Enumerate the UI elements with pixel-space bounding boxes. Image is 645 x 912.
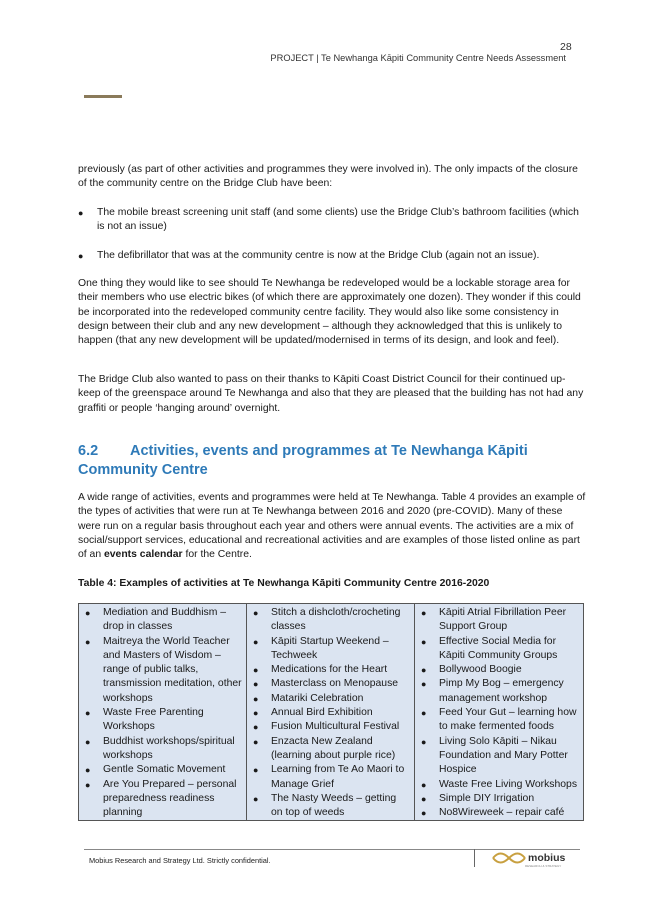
running-header: PROJECT | Te Newhanga Kāpiti Community Centre Needs Assessment bbox=[270, 53, 566, 63]
storage-text: One thing they would like to see should Te Newhanga be redeveloped would be a lockable storage area for their members who use electric bikes (of which there are approximately one dozen). They wonder if this could be incorporated into the redeveloped community centre facility. They would also like some consistency in design between their club and any new development – although they acknowledged that this is unlikely to happen (that any new development will be updated/modernised in terms of its design, and look and feel). bbox=[78, 278, 581, 347]
bullet-icon: ● bbox=[85, 608, 91, 618]
table-list-item bbox=[421, 735, 579, 778]
section-text: A wide range of activities, events and programmes were held at Te Newhanga. Table 4 provides an example of the types of activities that were run at Te Newhanga between 2016 and 2020 (pre-COVID). Many of these were run on a regular basis throughout each year and others were annual events. The activities are a mix of social/support services, educational and recreational activities and are examples of those listed online as part of an bbox=[78, 492, 586, 561]
bullet-icon: ● bbox=[253, 693, 259, 704]
table-item-text: Mediation and Buddhism – drop in classes bbox=[103, 607, 227, 633]
list-item bbox=[78, 249, 586, 263]
bullet-icon: ● bbox=[253, 765, 259, 776]
bullet-icon: ● bbox=[253, 793, 259, 804]
section-text-end: for the Centre. bbox=[182, 549, 252, 561]
impacts-list bbox=[78, 206, 586, 263]
mobius-logo-icon bbox=[492, 851, 526, 865]
table-list-item bbox=[253, 663, 410, 677]
table-item-text: Annual Bird Exhibition bbox=[271, 707, 373, 719]
table-list-item bbox=[85, 763, 242, 777]
table-list-item bbox=[253, 720, 410, 734]
intro-paragraph bbox=[78, 163, 586, 192]
bullet-icon: ● bbox=[421, 679, 427, 690]
header-accent-rule bbox=[84, 95, 122, 98]
list-item bbox=[78, 206, 586, 235]
bullet-icon: ● bbox=[421, 708, 427, 719]
table-item-text: Simple DIY Irrigation bbox=[439, 792, 535, 804]
table-item-text: Fusion Multicultural Festival bbox=[271, 721, 400, 733]
section-heading bbox=[78, 442, 578, 480]
table-list-item bbox=[421, 606, 579, 635]
footer-rule bbox=[84, 849, 580, 850]
bullet-icon: ● bbox=[78, 208, 84, 218]
bullet-icon: ● bbox=[253, 636, 259, 647]
bullet-icon: ● bbox=[253, 608, 259, 618]
table-item-text: Enzacta New Zealand (learning about purple rice) bbox=[271, 735, 396, 761]
table-item-text: Kāpiti Startup Weekend – Techweek bbox=[271, 635, 389, 661]
section-title: Activities, events and programmes at Te Newhanga Kāpiti Community Centre bbox=[78, 443, 528, 478]
bullet-icon: ● bbox=[421, 736, 427, 747]
bullet-icon: ● bbox=[85, 765, 91, 776]
table-list-item bbox=[253, 763, 410, 792]
storage-paragraph bbox=[78, 277, 586, 348]
table-item-text: Maitreya the World Teacher and Masters of Wisdom – range of public talks, transmission meditation, other workshops bbox=[103, 635, 242, 704]
bullet-icon: ● bbox=[421, 608, 427, 618]
table-item-text: The Nasty Weeds – getting on top of weeds bbox=[271, 792, 397, 819]
bullet-icon: ● bbox=[78, 250, 84, 261]
table-list-item bbox=[85, 606, 242, 635]
table-list-item bbox=[421, 792, 579, 806]
bullet-icon: ● bbox=[253, 679, 259, 690]
footer-separator bbox=[474, 849, 475, 867]
section-number: 6.2 bbox=[78, 443, 99, 459]
list-item-text: The defibrillator that was at the community centre is now at the Bridge Club (again not an issue). bbox=[97, 249, 540, 261]
table-list-item bbox=[421, 778, 579, 792]
table-item-text: Living Solo Kāpiti – Nikau Foundation and Mary Potter Hospice bbox=[439, 735, 568, 776]
table-item-text: Buddhist workshops/spiritual workshops bbox=[103, 735, 235, 761]
bullet-icon: ● bbox=[421, 636, 427, 647]
table-list-item bbox=[421, 806, 579, 820]
table-item-text: Feed Your Gut – learning how to make fermented foods bbox=[439, 707, 577, 733]
thanks-text: The Bridge Club also wanted to pass on their thanks to Kāpiti Coast District Council for their continued up-keep of the greenspace around Te Newhanga and also that they are pleased that the building has not had any graffiti or people ‘hanging around’ overnight. bbox=[78, 374, 584, 414]
table-item-text: Kāpiti Atrial Fibrillation Peer Support Group bbox=[439, 607, 567, 633]
table-list-item bbox=[85, 735, 242, 764]
table-list-item bbox=[253, 706, 410, 720]
table-item-text: Masterclass on Menopause bbox=[271, 678, 399, 690]
table-column-3 bbox=[415, 604, 583, 820]
bullet-icon: ● bbox=[85, 708, 91, 719]
table-list-item bbox=[253, 792, 410, 821]
bullet-icon: ● bbox=[421, 808, 427, 819]
table-list-item bbox=[85, 706, 242, 735]
table-list-item bbox=[85, 778, 242, 821]
table-list-item bbox=[253, 735, 410, 764]
bullet-icon: ● bbox=[85, 736, 91, 747]
bullet-icon: ● bbox=[253, 736, 259, 747]
page-number: 28 bbox=[560, 41, 572, 53]
table-list-item bbox=[253, 677, 410, 691]
bullet-icon: ● bbox=[253, 722, 259, 733]
table-list-item bbox=[253, 635, 410, 664]
table-item-text: Matariki Celebration bbox=[271, 692, 364, 704]
table-list-item bbox=[85, 635, 242, 706]
table-list-item bbox=[253, 606, 410, 635]
table-item-text: Gentle Somatic Movement bbox=[103, 764, 226, 776]
list-item-text: The mobile breast screening unit staff (and some clients) use the Bridge Club’s bathroom facilities (which is not an issue) bbox=[97, 207, 579, 233]
table-list-item bbox=[421, 677, 579, 706]
table-item-text: Stitch a dishcloth/crocheting classes bbox=[271, 607, 401, 633]
table-item-text: Bollywood Boogie bbox=[439, 664, 522, 676]
bullet-icon: ● bbox=[253, 708, 259, 719]
table-list-item bbox=[253, 692, 410, 706]
table-column-1 bbox=[79, 604, 247, 820]
events-calendar-link: events calendar bbox=[104, 549, 183, 561]
intro-text: previously (as part of other activities and programmes they were involved in). The only impacts of the closure of the community centre on the Bridge Club have been: bbox=[78, 164, 578, 190]
bullet-icon: ● bbox=[253, 665, 259, 676]
table-list-item bbox=[421, 663, 579, 677]
bullet-icon: ● bbox=[85, 636, 91, 647]
logo-wordmark: mobius bbox=[528, 852, 566, 864]
table-list-item bbox=[421, 706, 579, 735]
section-paragraph bbox=[78, 491, 586, 562]
thanks-paragraph bbox=[78, 373, 586, 416]
table-item-text: Pimp My Bog – emergency management workshop bbox=[439, 678, 564, 704]
table-item-text: Waste Free Parenting Workshops bbox=[103, 707, 204, 733]
table-item-text: Are You Prepared – personal preparedness readiness planning bbox=[103, 778, 237, 819]
table-caption: Table 4: Examples of activities at Te Newhanga Kāpiti Community Centre 2016-2020 bbox=[78, 578, 490, 589]
table-list-item bbox=[421, 635, 579, 664]
logo-tagline: RESEARCH & STRATEGY bbox=[525, 864, 562, 868]
table-item-text: Medications for the Heart bbox=[271, 664, 388, 676]
bullet-icon: ● bbox=[85, 779, 91, 790]
bullet-icon: ● bbox=[421, 793, 427, 804]
activities-table bbox=[78, 603, 584, 821]
mobius-logo bbox=[492, 851, 566, 868]
table-column-2 bbox=[247, 604, 415, 820]
bullet-icon: ● bbox=[421, 779, 427, 790]
table-item-text: Effective Social Media for Kāpiti Community Groups bbox=[439, 635, 558, 661]
table-item-text: Waste Free Living Workshops bbox=[439, 778, 578, 790]
footer-text: Mobius Research and Strategy Ltd. Strictly confidential. bbox=[89, 856, 271, 865]
table-item-text: Learning from Te Ao Maori to Manage Grief bbox=[271, 764, 405, 790]
table-item-text: No8Wireweek – repair café bbox=[439, 807, 565, 819]
bullet-icon: ● bbox=[421, 665, 427, 676]
